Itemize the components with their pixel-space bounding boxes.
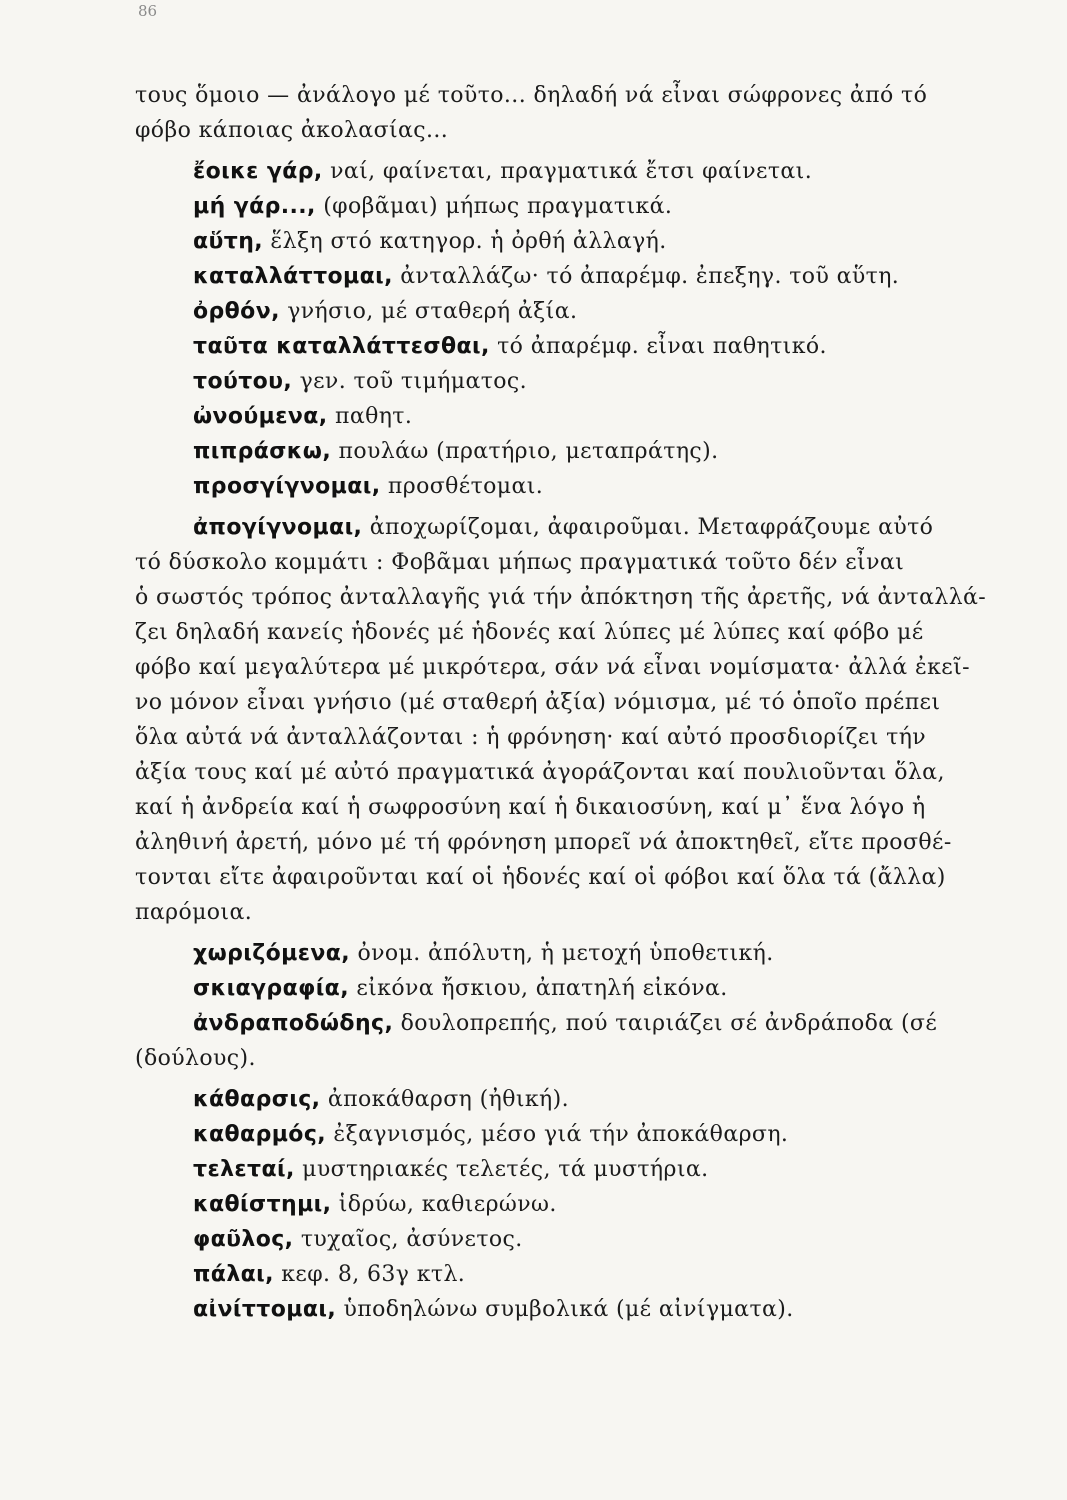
glossary-definition: ἕλξη στό κατηγορ. ἡ ὀρθή ἀλλαγή. xyxy=(263,229,667,254)
glossary-term: ὀρθόν, xyxy=(193,299,280,324)
paragraph-line: τονται εἴτε ἀφαιροῦνται καί οἱ ἡδονές καί οἱ φόβοι καί ὅλα τά (ἄλλα) xyxy=(135,865,946,890)
glossary-entry xyxy=(135,1222,987,1257)
glossary-term: τελεταί, xyxy=(193,1157,295,1182)
paragraph-line: ὁ σωστός τρόπος ἀνταλλαγῆς γιά τήν ἀπόκτηση τῆς ἀρετῆς, νά ἀνταλλά- xyxy=(135,585,987,610)
glossary-term: ἀπογίγνομαι, xyxy=(193,515,363,540)
glossary-term: τούτου, xyxy=(193,369,293,394)
paragraph-line: νο μόνον εἶναι γνήσιο (μέ σταθερή ἀξία) νόμισμα, μέ τό ὁποῖο πρέπει xyxy=(135,690,941,715)
glossary-definition: τό ἀπαρέμφ. εἶναι παθητικό. xyxy=(489,334,827,359)
page-number: 86 xyxy=(138,2,158,20)
glossary-term: καθίστημι, xyxy=(193,1192,332,1217)
glossary-entry xyxy=(135,971,987,1006)
glossary-entry xyxy=(135,1082,987,1117)
glossary-term: πάλαι, xyxy=(193,1262,274,1287)
glossary-entry xyxy=(135,1187,987,1222)
glossary-entry xyxy=(135,469,987,504)
glossary-entry xyxy=(135,1152,987,1187)
glossary-term: σκιαγραφία, xyxy=(193,976,349,1001)
paragraph-line: καί ἡ ἀνδρεία καί ἡ σωφροσύνη καί ἡ δικαιοσύνη, καί μ᾽ ἕνα λόγο ἡ xyxy=(135,795,926,820)
glossary-term: κάθαρσις, xyxy=(193,1087,321,1112)
glossary-definition: προσθέτομαι. xyxy=(380,474,544,499)
glossary-entry xyxy=(135,224,987,259)
glossary-definition: ἐξαγνισμός, μέσο γιά τήν ἀποκάθαρση. xyxy=(326,1122,789,1147)
paragraph-line: ζει δηλαδή κανείς ἡδονές μέ ἡδονές καί λύπες μέ λύπες καί φόβο μέ xyxy=(135,620,924,645)
glossary-entry xyxy=(135,434,987,469)
intro-line: τους ὅμοιο — ἀνάλογο μέ τοῦτο... δηλαδή νά εἶναι σώφρονες ἀπό τό xyxy=(135,83,928,108)
glossary-entry xyxy=(135,1292,987,1327)
glossary-term: προσγίγνομαι, xyxy=(193,474,381,499)
glossary-definition: ναί, φαίνεται, πραγματικά ἔτσι φαίνεται. xyxy=(322,159,813,184)
paragraph-line: ὅλα αὐτά νά ἀνταλλάζονται : ἡ φρόνηση· καί αὐτό προσδιορίζει τήν xyxy=(135,725,927,750)
glossary-definition: πουλάω (πρατήριο, μεταπράτης). xyxy=(331,439,719,464)
glossary-term: μή γάρ..., xyxy=(193,194,316,219)
glossary-entry xyxy=(135,259,987,294)
paragraph-line: τό δύσκολο κομμάτι : Φοβᾶμαι μήπως πραγματικά τοῦτο δέν εἶναι xyxy=(135,550,905,575)
glossary-definition: ὀνομ. ἀπόλυτη, ἡ μετοχή ὑποθετική. xyxy=(350,941,774,966)
glossary-entry xyxy=(135,154,987,189)
glossary-definition: εἰκόνα ἤσκιου, ἀπατηλή εἰκόνα. xyxy=(348,976,728,1001)
paragraph-line: παρόμοια. xyxy=(135,900,253,925)
glossary-term: χωριζόμενα, xyxy=(193,941,351,966)
glossary-definition: (φοβᾶμαι) μήπως πραγματικά. xyxy=(315,194,673,219)
glossary-entry xyxy=(135,1006,987,1041)
intro-line: φόβο κάποιας ἀκολασίας... xyxy=(135,118,449,143)
glossary-definition: τυχαῖος, ἀσύνετος. xyxy=(293,1227,523,1252)
glossary-term: καθαρμός, xyxy=(193,1122,327,1147)
glossary-entry xyxy=(135,329,987,364)
glossary-definition: ἀνταλλάζω· τό ἀπαρέμφ. ἐπεξηγ. τοῦ αὕτη. xyxy=(392,264,900,289)
glossary-entry xyxy=(135,1257,987,1292)
paragraph-line: ἀξία τους καί μέ αὐτό πραγματικά ἀγοράζονται καί πουλιοῦνται ὅλα, xyxy=(135,760,945,785)
glossary-term: ὠνούμενα, xyxy=(193,404,328,429)
glossary-definition: κεφ. 8, 63γ κτλ. xyxy=(273,1262,466,1287)
glossary-definition: ἀποκάθαρση (ἠθική). xyxy=(320,1087,569,1112)
glossary-term: καταλλάττομαι, xyxy=(193,264,393,289)
glossary-term: ἔοικε γάρ, xyxy=(193,159,323,184)
glossary-term: αἰνίττομαι, xyxy=(193,1297,337,1322)
glossary-term: αὕτη, xyxy=(193,229,264,254)
glossary-entry xyxy=(135,294,987,329)
glossary-entry xyxy=(135,399,987,434)
glossary-definition: μυστηριακές τελετές, τά μυστήρια. xyxy=(294,1157,709,1182)
glossary-definition: ἱδρύω, καθιερώνω. xyxy=(331,1192,557,1217)
paragraph-line: (δούλους). xyxy=(135,1046,256,1071)
paragraph-line: φόβο καί μεγαλύτερα μέ μικρότερα, σάν νά εἶναι νομίσματα· ἀλλά ἐκεῖ- xyxy=(135,655,970,680)
glossary-term: ἀνδραποδώδης, xyxy=(193,1011,394,1036)
glossary-term: πιπράσκω, xyxy=(193,439,332,464)
glossary-definition: ὑποδηλώνω συμβολικά (μέ αἰνίγματα). xyxy=(336,1297,794,1322)
glossary-definition: δουλοπρεπής, πού ταιριάζει σέ ἀνδράποδα (σέ xyxy=(393,1011,938,1036)
glossary-definition: γεν. τοῦ τιμήματος. xyxy=(292,369,528,394)
glossary-entry xyxy=(135,364,987,399)
glossary-entry xyxy=(135,510,987,545)
paragraph-line: ἀληθινή ἀρετή, μόνο μέ τή φρόνηση μπορεῖ νά ἀποκτηθεῖ, εἴτε προσθέ- xyxy=(135,830,952,855)
glossary-definition: ἀποχωρίζομαι, ἀφαιροῦμαι. Μεταφράζουμε αὐτό xyxy=(362,515,934,540)
glossary-term: ταῦτα καταλλάττεσθαι, xyxy=(193,334,490,359)
glossary-definition: παθητ. xyxy=(327,404,413,429)
glossary-entry xyxy=(135,936,987,971)
page-text xyxy=(135,78,987,1327)
glossary-entry xyxy=(135,189,987,224)
glossary-definition: γνήσιο, μέ σταθερή ἀξία. xyxy=(279,299,578,324)
glossary-entry xyxy=(135,1117,987,1152)
glossary-term: φαῦλος, xyxy=(193,1227,294,1252)
